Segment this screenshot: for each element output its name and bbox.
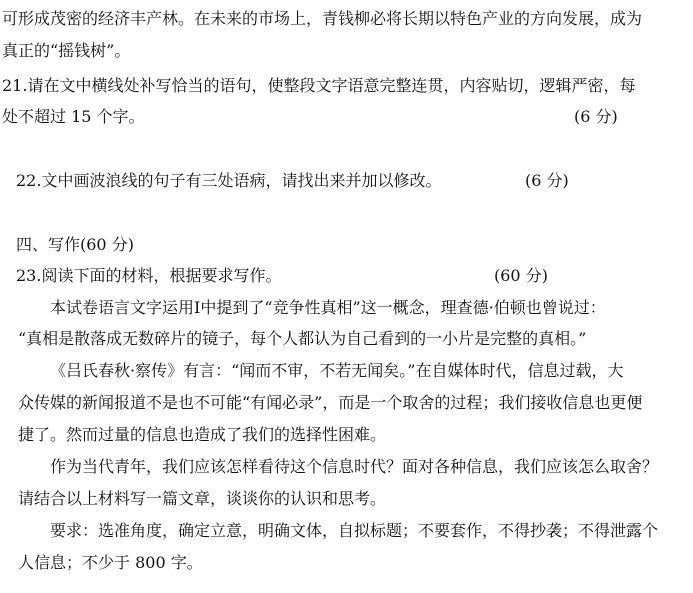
question-22-text: 22.文中画波浪线的句子有三处语病，请找出来并加以修改。 — [16, 171, 442, 190]
material-paragraph-2-line-3: 捷了。然而过量的信息也造成了我们的选择性困难。 — [18, 425, 387, 444]
question-21-line-2: 处不超过 15 个字。 — [2, 107, 145, 126]
requirements-line-2: 人信息；不少于 800 字。 — [18, 553, 203, 572]
section-4-heading: 四、写作(60 分) — [16, 235, 134, 254]
material-paragraph-1-line-1: 本试卷语言文字运用Ⅰ中提到了“竞争性真相”这一概念，理查德·伯顿也曾说过： — [50, 298, 606, 317]
question-22-score: (6 分) — [525, 171, 569, 190]
material-paragraph-2-line-1: 《吕氏春秋·察传》有言：“闻而不审，不若无闻矣。”在自媒体时代，信息过载，大 — [50, 361, 624, 380]
question-23-text: 23.阅读下面的材料，根据要求写作。 — [16, 266, 282, 285]
material-paragraph-3-line-1: 作为当代青年，我们应该怎样看待这个信息时代？面对各种信息，我们应该怎么取舍？ — [50, 457, 659, 476]
passage-tail-line-1: 可形成茂密的经济丰产林。在未来的市场上，青钱柳必将长期以特色产业的方向发展，成为 — [2, 9, 643, 28]
question-21-score: (6 分) — [574, 107, 618, 126]
material-paragraph-1-line-2: “真相是散落成无数碎片的镜子，每个人都认为自己看到的一小片是完整的真相。” — [18, 329, 587, 348]
passage-tail-line-2: 真正的“摇钱树”。 — [2, 41, 131, 60]
question-21-line-1: 21.请在文中横线处补写恰当的语句，使整段文字语意完整连贯，内容贴切，逻辑严密，每 — [2, 76, 636, 95]
material-paragraph-3-line-2: 请结合以上材料写一篇文章，谈谈你的认识和思考。 — [18, 489, 387, 508]
material-paragraph-2-line-2: 众传媒的新闻报道不是也不可能“有闻必录”，而是一个取舍的过程；我们接收信息也更便 — [18, 393, 643, 412]
requirements-line-1: 要求：选准角度，确定立意，明确文体，自拟标题；不要套作，不得抄袭；不得泄露个 — [50, 521, 659, 540]
question-23-score: (60 分) — [494, 266, 548, 285]
